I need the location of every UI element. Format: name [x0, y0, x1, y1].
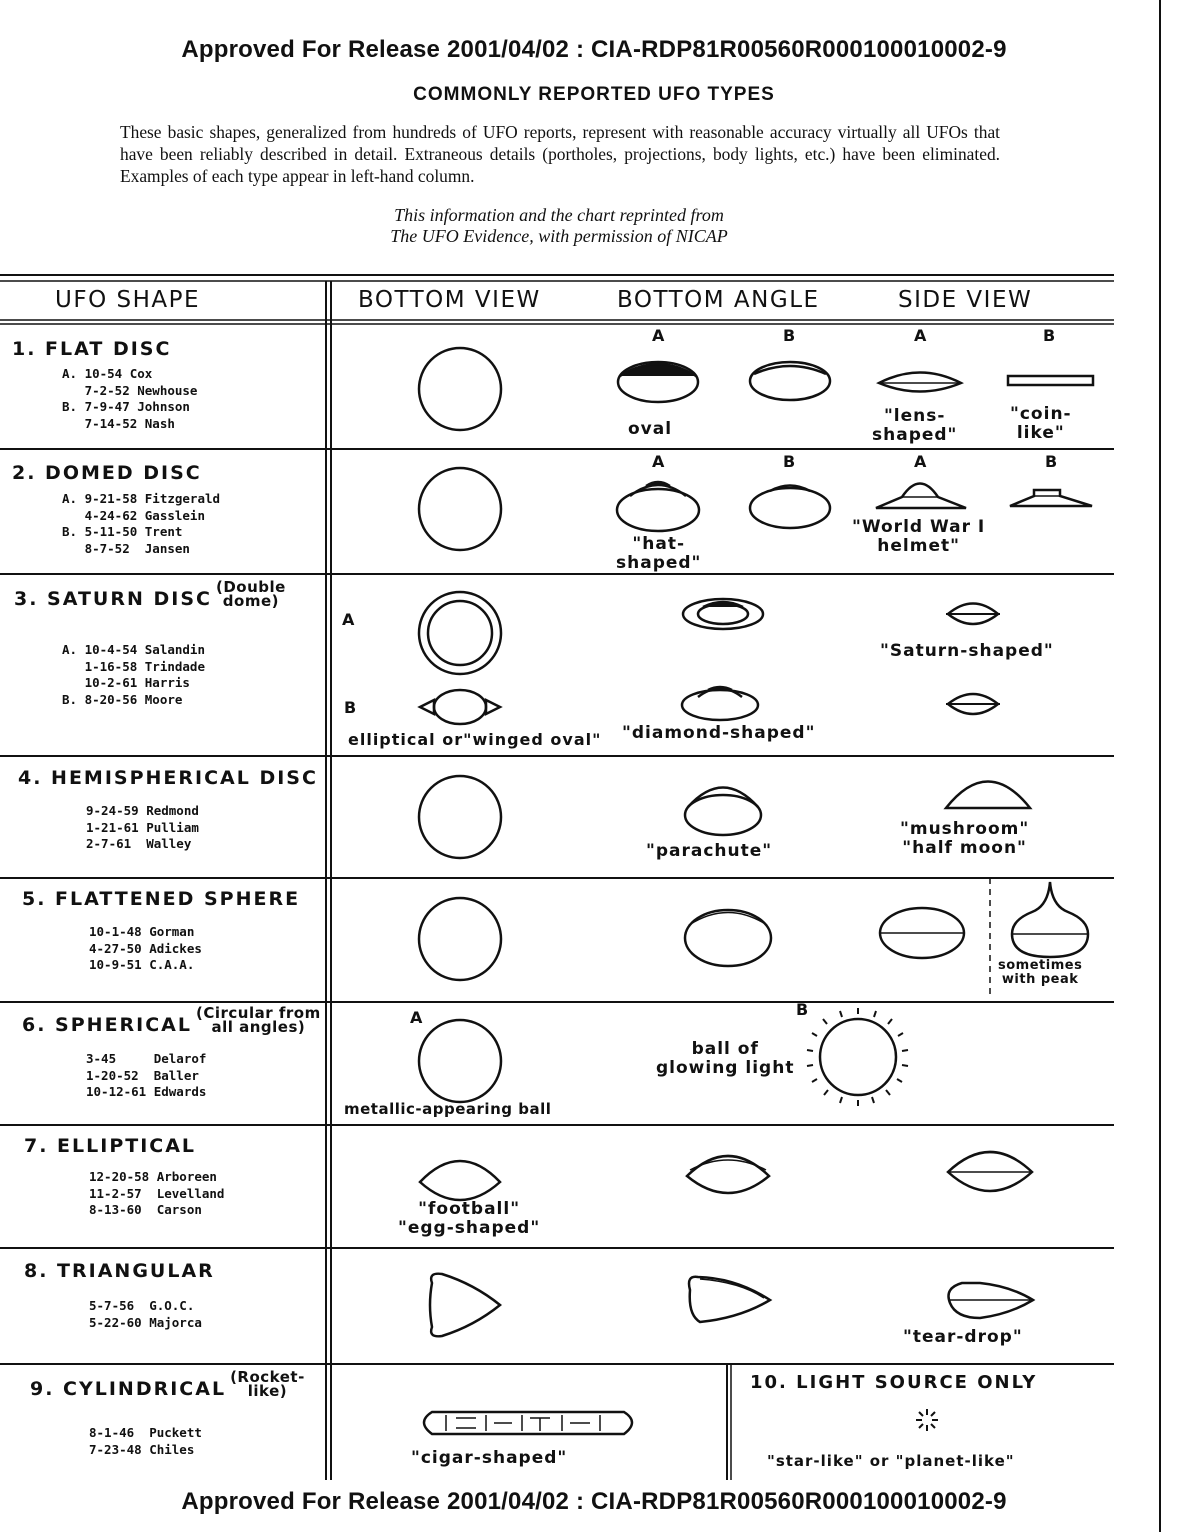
- domed-disc-angle-b-icon: [750, 486, 830, 529]
- row-4-cases: 9-24-59 Redmond 1-21-61 Pulliam 2-7-61 Walley: [86, 803, 199, 851]
- flattened-sphere-angle-icon: [685, 910, 771, 966]
- tag-1-angle-a: A: [652, 326, 665, 345]
- label-parachute: "parachute": [646, 841, 773, 861]
- flat-disc-angle-b-icon: [750, 362, 830, 400]
- col-header-bottom-angle: BOTTOM ANGLE: [617, 287, 820, 313]
- label-cigar-shaped: "cigar-shaped": [411, 1448, 568, 1468]
- row-8-cases: 5-7-56 G.O.C. 5-22-60 Majorca: [89, 1298, 202, 1330]
- row-9-note: (Rocket- like): [230, 1368, 305, 1400]
- saturn-disc-side-a-icon: [946, 604, 1000, 625]
- label-coin-like: "coin- like": [1010, 404, 1072, 443]
- saturn-disc-bottom-view-b-icon: [420, 690, 500, 724]
- hemispherical-angle-icon: [685, 788, 761, 836]
- row-3-title: 3. SATURN DISC: [14, 588, 212, 610]
- tag-3-b: B: [344, 698, 357, 717]
- tag-2-side-b: B: [1045, 452, 1058, 471]
- flat-disc-bottom-view-icon: [419, 348, 501, 430]
- saturn-disc-bottom-view-a-icon: [419, 592, 501, 674]
- release-header: Approved For Release 2001/04/02 : CIA-RDP81R00560R000100010002-9: [181, 36, 1007, 63]
- domed-disc-side-a-icon: [876, 484, 966, 509]
- saturn-disc-angle-a-icon: [683, 599, 763, 629]
- row-4-name: 4. HEMISPHERICAL DISC: [18, 767, 318, 789]
- row-10-name: 10. LIGHT SOURCE ONLY: [750, 1372, 1038, 1393]
- row-5-cases: 10-1-48 Gorman 4-27-50 Adickes 10-9-51 C.A.A.: [89, 924, 202, 972]
- domed-disc-side-b-icon: [1010, 490, 1092, 506]
- label-oval: oval: [628, 419, 673, 439]
- release-footer: Approved For Release 2001/04/02 : CIA-RDP81R00560R000100010002-9: [181, 1488, 1007, 1515]
- row-6-title: 6. SPHERICAL: [22, 1014, 192, 1036]
- triangular-angle-icon: [689, 1277, 770, 1322]
- document-title: COMMONLY REPORTED UFO TYPES: [413, 84, 775, 105]
- row-9-cases: 8-1-46 Puckett 7-23-48 Chiles: [89, 1425, 202, 1457]
- tag-1-side-a: A: [914, 326, 927, 345]
- col-header-shape: UFO SHAPE: [55, 287, 201, 313]
- domed-disc-bottom-view-icon: [419, 468, 501, 550]
- elliptical-angle-icon: [687, 1156, 769, 1193]
- label-glowing-light: ball of glowing light: [656, 1039, 795, 1078]
- label-football-egg: "football" "egg-shaped": [398, 1199, 541, 1238]
- label-metallic-ball: metallic-appearing ball: [344, 1100, 552, 1118]
- tag-6-a: A: [410, 1008, 423, 1027]
- triangular-bottom-view-icon: [430, 1274, 500, 1337]
- label-star-planet: "star-like" or "planet-like": [767, 1452, 1015, 1470]
- row-1-name: 1. FLAT DISC: [12, 338, 172, 360]
- spherical-glowing-ball-icon: [807, 1008, 908, 1106]
- intro-paragraph: These basic shapes, generalized from hundreds of UFO reports, represent with reasonable accuracy virtually all UFOs that have been reliably described in detail. Extraneous details (portholes, projections, body lights, etc.) have been eliminated. Examples of each type appear in left-hand column.: [120, 122, 1000, 186]
- tag-1-angle-b: B: [783, 326, 796, 345]
- label-helmet: "World War I helmet": [852, 517, 986, 556]
- row-2-name: 2. DOMED DISC: [12, 462, 202, 484]
- elliptical-side-icon: [948, 1152, 1032, 1191]
- row-9-title: 9. CYLINDRICAL: [30, 1378, 227, 1400]
- flat-disc-angle-a-icon: [618, 362, 698, 402]
- label-saturn-shaped: "Saturn-shaped": [880, 641, 1054, 661]
- elliptical-bottom-view-icon: [420, 1161, 500, 1200]
- hemispherical-side-icon: [946, 782, 1030, 809]
- flat-disc-side-b-icon: [1008, 376, 1093, 385]
- label-hat-shaped: "hat- shaped": [616, 534, 702, 573]
- tag-2-angle-b: B: [783, 452, 796, 471]
- flattened-sphere-peak-icon: [1012, 882, 1088, 957]
- row-3-cases: A. 10-4-54 Salandin 1-16-58 Trindade 10-2-61 Harris B. 8-20-56 Moore: [62, 642, 205, 707]
- flat-disc-side-a-icon: [879, 373, 961, 392]
- label-tear-drop: "tear-drop": [903, 1327, 1023, 1347]
- tag-2-side-a: A: [914, 452, 927, 471]
- label-mushroom-half-moon: "mushroom" "half moon": [900, 819, 1030, 858]
- saturn-disc-angle-b-icon: [682, 687, 758, 720]
- flattened-sphere-side-icon: [880, 908, 964, 958]
- row-8-name: 8. TRIANGULAR: [24, 1260, 215, 1282]
- tag-6-b: B: [796, 1000, 809, 1019]
- row-6-note: (Circular from all angles): [196, 1004, 321, 1036]
- label-lens-shaped: "lens- shaped": [872, 406, 958, 445]
- row-7-cases: 12-20-58 Arboreen 11-2-57 Levelland 8-13-60 Carson: [89, 1169, 225, 1217]
- spherical-metallic-ball-icon: [419, 1020, 501, 1102]
- col-header-side-view: SIDE VIEW: [898, 287, 1033, 313]
- label-sometimes-with-peak: sometimes with peak: [998, 958, 1083, 987]
- tag-3-a: A: [342, 610, 355, 629]
- credit-line-1: This information and the chart reprinted from: [394, 205, 724, 225]
- saturn-disc-side-b-icon: [946, 694, 1000, 714]
- row-6-cases: 3-45 Delarof 1-20-52 Baller 10-12-61 Edwards: [86, 1051, 207, 1099]
- cylindrical-cigar-icon: [424, 1412, 632, 1434]
- tag-1-side-b: B: [1043, 326, 1056, 345]
- domed-disc-angle-a-icon: [617, 482, 699, 531]
- flattened-sphere-bottom-view-icon: [419, 898, 501, 980]
- col-header-bottom-view: BOTTOM VIEW: [358, 287, 541, 313]
- row-1-cases: A. 10-54 Cox 7-2-52 Newhouse B. 7-9-47 Johnson 7-14-52 Nash: [62, 366, 198, 431]
- label-elliptical-winged: elliptical or"winged oval": [348, 730, 602, 749]
- row-7-name: 7. ELLIPTICAL: [24, 1135, 197, 1157]
- label-diamond-shaped: "diamond-shaped": [622, 723, 816, 743]
- light-source-star-icon: [916, 1409, 938, 1431]
- row-2-cases: A. 9-21-58 Fitzgerald 4-24-62 Gasslein B. 5-11-50 Trent 8-7-52 Jansen: [62, 491, 221, 556]
- row-5-name: 5. FLATTENED SPHERE: [22, 888, 301, 910]
- row-3-note: (Double dome): [215, 578, 286, 610]
- tag-2-angle-a: A: [652, 452, 665, 471]
- credit-line-2: The UFO Evidence, with permission of NICAP: [390, 226, 728, 246]
- hemispherical-bottom-view-icon: [419, 776, 501, 858]
- triangular-side-icon: [949, 1283, 1034, 1318]
